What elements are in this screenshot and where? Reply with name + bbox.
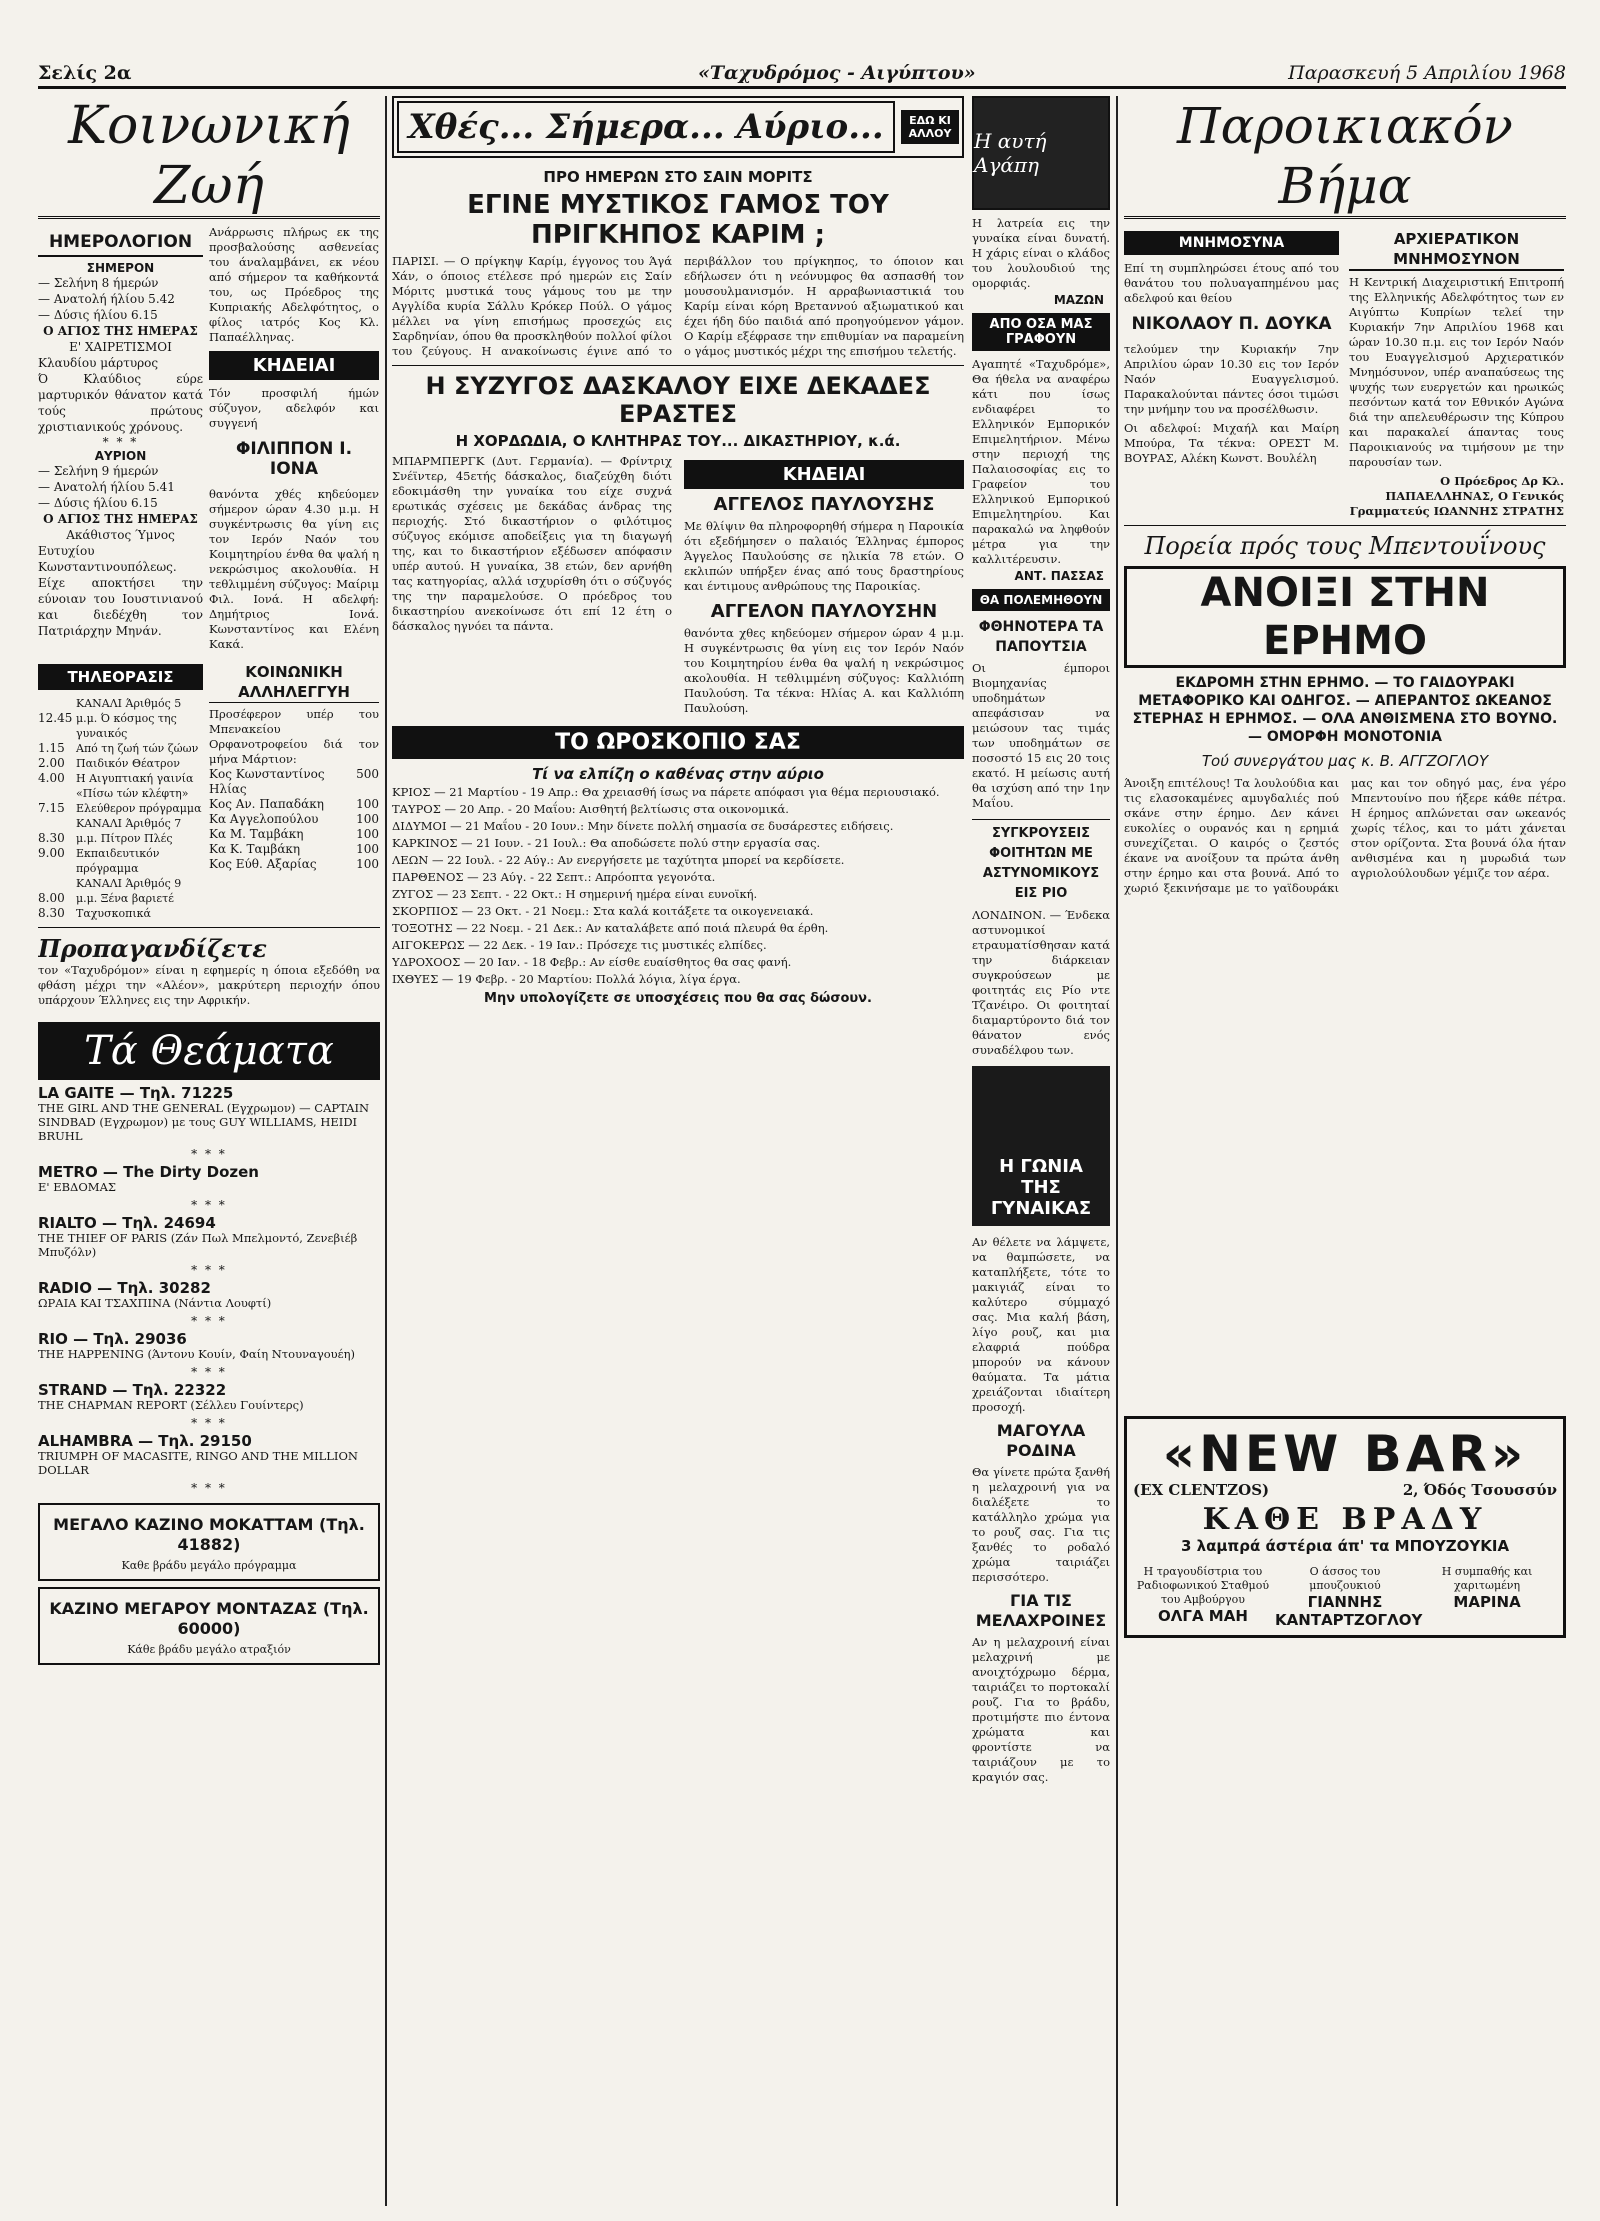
cinema-name: STRAND — Τηλ. 22322	[38, 1381, 227, 1399]
donation-amount: 100	[356, 827, 379, 841]
obituary-text: Με θλίψιν θα πληροφορηθή σήμερα η Παροικία ότι εξεδήμησεν ο παλαιός Έλληνας έμπορος Άγγελος Παυλούσης σε ηλικία 78 ετών. Ο εκλιπών υπήρξεν ένας από τους δραστηρίους και έντιμους ανθρώπους της Παροικίας.	[684, 519, 964, 593]
calendar-line: — Σελήνη 9 ήμερών	[38, 464, 159, 478]
yesterday-today-tomorrow-header: Χθές... Σήμερα... Αύριο...	[397, 101, 895, 153]
deceased-name: ΑΓΓΕΛΟΣ ΠΑΥΛΟΥΣΗΣ	[713, 494, 935, 515]
cinema-film: ΩΡΑΙΑ ΚΑΙ ΤΣΑΧΠΙΝΑ (Νάντια Λουφτί)	[38, 1296, 272, 1310]
new-bar-title: «NEW BAR»	[1162, 1425, 1528, 1483]
main-headline: ΕΓΙΝΕ ΜΥΣΤΙΚΟΣ ΓΑΜΟΣ ΤΟΥ ΠΡΙΓΚΗΠΟΣ ΚΑΡΙΜ ;	[467, 190, 889, 250]
second-subheadline: Η ΧΟΡΔΩΔΙΑ, Ο ΚΛΗΤΗΡΑΣ ΤΟΥ... ΔΙΚΑΣΤΗΡΙΟΥ, κ.ά.	[455, 432, 901, 450]
horoscope-sign: ΛΕΩΝ — 22 Ιουλ. - 22 Αύγ.: Αν ενεργήσετε με ταχύτητα μπορεί να κερδίσετε.	[392, 853, 845, 867]
solidarity-title: ΚΟΙΝΩΝΙΚΗ ΑΛΛΗΛΕΓΓΥΗ	[209, 662, 379, 703]
letters-banner: ΑΠΟ ΟΣΑ ΜΑΣ ΓΡΑΦΟΥΝ	[972, 313, 1110, 351]
separator: * * *	[191, 1147, 227, 1161]
news-column	[392, 96, 964, 2206]
tv-list	[38, 696, 203, 921]
deceased-name: ΦΙΛΙΠΠΟΝ Ι. ΙΟΝΑ	[235, 439, 353, 479]
article-author: Τού συνεργάτου μας κ. Β. ΑΓΓΖΟΓΛΟΥ	[1201, 752, 1489, 770]
deceased-name: ΑΓΓΕΛΟΝ ΠΑΥΛΟΥΣΗΝ	[710, 601, 938, 622]
tv-program-row	[38, 906, 203, 921]
cinema-film: TRIUMPH OF MACASITE, RINGO AND THE MILLION DOLLAR	[38, 1449, 358, 1477]
horoscope-banner: ΤΟ ΩΡΟΣΚΟΠΙΟ ΣΑΣ	[392, 726, 964, 759]
performer	[1275, 1565, 1423, 1629]
performer-name: ΓΙΑΝΝΗΣ ΚΑΝΤΑΡΤΖΟΓΛΟΥ	[1275, 1593, 1423, 1629]
calendar-line: Ε' ΧΑΙΡΕΤΙΣΜΟΙ	[69, 340, 172, 354]
page-number: Σελίς 2α	[38, 62, 132, 84]
tv-program-row	[38, 711, 203, 741]
donation-amount: 100	[356, 812, 379, 826]
column-divider	[385, 96, 387, 2206]
tv-time	[38, 876, 76, 891]
archieratic-memorial-signatures: Ο Πρόεδρος Δρ Κλ. ΠΑΠΑΕΛΛΗΝΑΣ, Ο Γενικός Γραμματεύς ΙΩΑΝΝΗΣ ΣΤΡΑΤΗΣ	[1349, 474, 1564, 518]
fight-banner: ΘΑ ΠΟΛΕΜΗΘΟΥΝ	[972, 589, 1110, 611]
television-listings	[38, 658, 203, 921]
donor-name: Κα Μ. Ταμβάκη	[209, 827, 304, 841]
donation-amount: 100	[356, 842, 379, 856]
brunettes-text: Αν η μελαχροινή είναι μελαχρινή με ανοιχτόχρωμο δέρμα, ταιριάζει το πορτοκαλί ρουζ. Για το βράδυ, προτιμήστε πιο έντονα χρώματα και φροντίστε να ταιριάζουν με το κραγιόν σας.	[972, 1635, 1110, 1784]
tv-program-row	[38, 876, 203, 891]
cinema-film: THE CHAPMAN REPORT (Σέλλευ Γουίντερς)	[38, 1398, 304, 1412]
article-body: Άνοιξη επιτέλους! Τα λουλούδια και τις ελασοκαμένες αμυγδαλιές πού σκάνε στην έρημο. Δεν κάνει ευκολίες ο ουρανός και η ερημιά συνεχίζεται. Ο καιρός ο ζεστός έκανε να ανοίξουν τα πρώτα άνθη στην έρημο και στα βουνά. Από το χωριό ξεκινήσαμε με το γαϊδουράκι μας και τον οδηγό μας, ένα γέρο Μπεντουίνο που ήξερε κάθε πέτρα. Η έρημος απλώνεται σαν ωκεανός χωρίς τέλος, και το μάτι χάνεται στον ορίζοντα. Στα βουνά όλα ήταν ανθισμένα και η μυρωδιά των αγριολούλουδων γέμιζε τον αέρα.	[1124, 776, 1566, 895]
article-headline: ΑΝΟΙΞΙ ΣΤΗΝ ΕΡΗΜΟ	[1124, 566, 1566, 668]
tv-show: μ.μ. Ξένα βαριετέ	[76, 892, 174, 905]
calendar-line: Ακάθιστος Ύμνος	[66, 528, 175, 542]
tv-program-row	[38, 816, 203, 831]
donation-amount: 500	[356, 767, 379, 781]
cinema-entry	[38, 1434, 380, 1477]
calendar-line: — Ανατολή ήλίου 5.41	[38, 480, 175, 494]
donation-row	[209, 767, 379, 797]
calendar-line: Ό Κλαύδιος εύρε μαρτυρικόν θάνατον κατά τούς πρώτους χριστιανικούς χρόνους.	[38, 372, 203, 434]
tv-show: ΚΑΝΑΛΙ Άριθμός 9	[76, 877, 182, 890]
separator: * * *	[191, 1365, 227, 1379]
tv-time: 8.00	[38, 891, 65, 905]
separator: * * *	[191, 1416, 227, 1430]
funerals-banner: ΚΗΔΕΙΑΙ	[209, 351, 379, 380]
cinema-name: ALHAMBRA — Τηλ. 29150	[38, 1432, 252, 1450]
tv-show: ΚΑΝΑΛΙ Άριθμός 7	[76, 817, 182, 830]
issue-date: Παρασκευή 5 Απριλίου 1968	[1288, 62, 1566, 84]
separator: * * *	[191, 1481, 227, 1495]
students-headline: ΣΥΓΚΡΟΥΣΕΙΣ ΦΟΙΤΗΤΩΝ ΜΕ ΑΣΤΥΝΟΜΙΚΟΥΣ ΕΙΣ ΡΙΟ	[972, 819, 1110, 904]
bar-performers	[1133, 1565, 1557, 1629]
donation-row	[209, 827, 379, 842]
kicker: ΠΡΟ ΗΜΕΡΩΝ ΣΤΟ ΣΑΙΝ ΜΟΡΙΤΣ	[543, 168, 813, 186]
cinema-film: THE HAPPENING (Άντονυ Κουίν, Φαίη Ντουναγουέη)	[38, 1347, 355, 1361]
calendar-line: — Ανατολή ήλίου 5.42	[38, 292, 175, 306]
cinema-entry	[38, 1086, 380, 1143]
horoscope-sign: ΖΥΓΟΣ — 23 Σεπτ. - 22 Οκτ.: Η σημερινή ημέρα είναι ευνοϊκή.	[392, 887, 758, 901]
column-divider	[1116, 96, 1118, 2206]
calendar-line: Ο ΑΓΙΟΣ ΤΗΣ ΗΜΕΡΑΣ	[43, 512, 198, 526]
archieratic-memorial-text: Η Κεντρική Διαχειριστική Επιτροπή της Ελληνικής Αδελφότητος των εν Αιγύπτω Κυπρίων τελεί την Κυριακήν 7ην Απριλίου 1968 και ώραν 10.30 π.μ. εις τον Ιερόν Ναόν του Ευαγγελισμού Αρχιερατικόν Μνημόσυνον, υπέρ αναπαύσεως της ψυχής των ευεργετών και ηρωικώς πεσόντων κατά τον Εθνικόν Αγώνα διά την απελευθέρωσιν της Κύπρου και παρακαλεί άπαντας τους Παροικιανούς να τιμήσουν με την παρουσίαν των.	[1349, 275, 1564, 469]
calendar-line: Ο ΑΓΙΟΣ ΤΗΣ ΗΜΕΡΑΣ	[43, 324, 198, 338]
signature: ΑΝΤ. ΠΑΣΣΑΣ	[1014, 569, 1104, 583]
casino-title: ΜΕΓΑΛΟ ΚΑΖΙΝΟ ΜΟΚΑΤΤΑΜ (Τηλ. 41882)	[53, 1515, 365, 1554]
tv-program-row	[38, 771, 203, 801]
separator: * * *	[191, 1314, 227, 1328]
memorial-name: ΝΙΚΟΛΑΟΥ Π. ΔΟΥΚΑ	[1131, 314, 1332, 334]
section-title: Παροικιακόν Βήμα	[1124, 96, 1566, 219]
tomorrow-label: ΑΥΡΙΟΝ	[94, 449, 147, 463]
students-text: ΛΟΝΔΙΝΟΝ. — Ένδεκα αστυνομικοί ετραυματίσθησαν κατά την διάρκειαν συγκρούσεων με φοιτητάς εις Ρίο ντε Τζανέιρο. Οι φοιτηταί διαμαρτύροντο διά τον θάνατον ενός συναδέλφου των.	[972, 908, 1110, 1057]
new-bar-ad	[1124, 1416, 1566, 1638]
performer	[1417, 1565, 1557, 1629]
cinema-name: RIALTO — Τηλ. 24694	[38, 1214, 216, 1232]
second-headline: Η ΣΥΖΥΓΟΣ ΔΑΣΚΑΛΟΥ ΕΙΧΕ ΔΕΚΑΔΕΣ ΕΡΑΣΤΕΣ	[425, 372, 931, 428]
cartoon-illustration: Η αυτή Αγάπη	[972, 96, 1110, 210]
funeral-text: θανόντα χθες κηδεύομεν σήμερον ώραν 4 μ.μ. Η συγκέντρωσις θα γίνη εις τον Ιερόν Ναόν του Κοιμητηρίου ένθα θα ψαλή η νεκρώσιμος ακολουθία. Η τεθλιμμένη σύζυγος: Καλλιόπη Παυλούση. Τα τέκνα: Ηλίας Α. και Καλλιόπη Παυλούση.	[684, 626, 964, 715]
new-bar-former-name: (EX CLENTZOS)	[1133, 1481, 1270, 1499]
article-subheadings: ΕΚΔΡΟΜΗ ΣΤΗΝ ΕΡΗΜΟ. — ΤΟ ΓΑΙΔΟΥΡΑΚΙ ΜΕΤΑΦΟΡΙΚΟ ΚΑΙ ΟΔΗΓΟΣ. — ΑΠΕΡΑΝΤΟΣ ΩΚΕΑΝΟΣ ΣΤΕΡΗΑΣ Η ΕΡΗΜΟΣ. — ΟΛΑ ΑΝΘΙΣΜΕΝΑ ΣΤΟ ΒΟΥΝΟ. — ΟΜΟΡΦΗ ΜΟΝΟΤΟΝΙΑ	[1132, 675, 1558, 745]
cinema-name: METRO — The Dirty Dozen	[38, 1163, 259, 1181]
horoscope-sign: ΣΚΟΡΠΙΟΣ — 23 Οκτ. - 21 Νοεμ.: Στα καλά κοιτάξετε τα οικογενειακά.	[392, 904, 814, 918]
memorial-signatories: Οι αδελφοί: Μιχαήλ και Μαίρη Μπούρα, Τα τέκνα: ΟΡΕΣΤ Μ. ΒΟΥΡΑΣ, Αλέκη Κωνστ. Βουλέλη	[1124, 421, 1339, 465]
new-bar-every-night: ΚΑΘΕ ΒΡΑΔΥ	[1202, 1502, 1488, 1537]
womens-corner-box: Η ΓΩΝΙΑ ΤΗΣ ΓΥΝΑΙΚΑΣ	[972, 1066, 1110, 1226]
cinema-name: RADIO — Τηλ. 30282	[38, 1279, 211, 1297]
cinema-listings	[38, 1086, 380, 1495]
tv-time	[38, 816, 76, 831]
tv-show: μ.μ. Ό κόσμος της γυναικός	[76, 712, 177, 740]
promo-text: τον «Ταχυδρόμον» είναι η εφημερίς η όποια εξεδόθη να φθάση μέχρι την «Αλέον», μακρύτερη περιοχήν όπου υπάρχουν Έλληνες εις την Αφρικήν.	[38, 963, 380, 1007]
tv-time: 9.00	[38, 846, 65, 860]
separator: * * *	[191, 1198, 227, 1212]
cinema-name: RIO — Τηλ. 29036	[38, 1330, 187, 1348]
rosy-cheeks-text: Θα γίνετε πρώτα ξανθή η μελαχροινή για να διαλέξετε το κατάλληλο χρώμα για το ρουζ σας. Για τις ξανθές το ροδαλό χρώμα ταιριάζει περισσότερο.	[972, 1465, 1110, 1584]
right-subcolumn	[209, 225, 379, 652]
womens-intro: Αν θέλετε να λάμψετε, να θαμπώσετε, να καταπλήξετε, τότε το μακιγιάζ είναι το καλύτερο σύμμαχό σας. Μια καλή βάση, λίγο ρουζ, και μια ελαφριά πούδρα μπορούν να κάνουν θαύματα. Τα μάτια χρειάζονται ιδιαίτερη προσοχή.	[972, 1235, 1110, 1414]
donor-name: Κος Αν. Παπαδάκη	[209, 797, 324, 811]
solidarity-text: Προσέφερον υπέρ του Μπενακείου Ορφανοτροφείου διά τον μήνα Μάρτιον:	[209, 707, 379, 766]
tv-show: Εκπαιδευτικόν πρόγραμμα	[76, 847, 160, 875]
cinema-entry	[38, 1165, 380, 1194]
cinema-name: LA GAITE — Τηλ. 71225	[38, 1084, 234, 1102]
calendar-line: — Δύσις ήλίου 6.15	[38, 308, 158, 322]
cinema-film: THE GIRL AND THE GENERAL (Εγχρωμον) — CAPTAIN SINDBAD (Εγχρωμον) με τους GUY WILLIAMS, HEIDI BRUHL	[38, 1101, 370, 1143]
tv-time	[38, 696, 76, 711]
memorials-banner: ΜΝΗΜΟΣΥΝΑ	[1124, 231, 1339, 255]
calendar-line: Ευτυχίου Κωνσταντινουπόλεως.	[38, 544, 177, 574]
tv-time: 2.00	[38, 756, 65, 770]
tv-show: Από τη ζωή τών ζώων	[76, 742, 199, 755]
masthead	[38, 62, 1566, 89]
tv-program-row	[38, 801, 203, 816]
calendar-line: Κλαυδίου μάρτυρος	[38, 356, 159, 370]
tv-program-row	[38, 891, 203, 906]
performer-role: Ο άσσος του μπουζουκιού	[1309, 1565, 1381, 1592]
separator: * * *	[191, 1263, 227, 1277]
tv-show: Παιδικόν Θέατρον	[76, 757, 180, 770]
horoscope-subtitle: Τί να ελπίζη ο καθένας στην αύριο	[532, 765, 824, 783]
performer	[1133, 1565, 1273, 1629]
donor-name: Κα Κ. Ταμβάκη	[209, 842, 301, 856]
horoscope-footer: Μην υπολογίζετε σε υποσχέσεις που θα σας δώσουν.	[484, 991, 872, 1006]
casino-text: Κάθε βράδυ μεγάλο ατραξιόν	[127, 1643, 291, 1656]
performer-name: ΜΑΡΙΝΑ	[1453, 1593, 1521, 1611]
tomorrow-lines	[38, 463, 203, 639]
letters-text: Αγαπητέ «Ταχυδρόμε», Θα ήθελα να αναφέρω κάτι που ίσως ενδιαφέρει το Ελληνικόν Εμπορικόν Επιμελητήριον. Μένω στην περιοχή της Παλαιοσοφίας εις το Γραφείον του Ελληνικού Εμπορικού Επιμελητηρίου. Και παρακαλώ να ληφθούν μέτρα για την καλλιτέρευσιν.	[972, 357, 1110, 566]
memorial-intro: Επί τη συμπληρώσει έτους από του θανάτου του πολυαγαπημένου μας αδελφού και θείου	[1124, 261, 1339, 305]
tv-time: 7.15	[38, 801, 65, 815]
tv-time: 4.00	[38, 771, 65, 785]
today-lines	[38, 275, 203, 435]
here-and-there-box: ΕΔΩ ΚΙ ΑΛΛΟΥ	[901, 110, 959, 144]
womens-article	[972, 1235, 1110, 2205]
tv-show: μ.μ. Πίτρον Πλές	[76, 832, 173, 845]
donation-row	[209, 797, 379, 812]
tv-banner: ΤΗΛΕΟΡΑΣΙΣ	[38, 664, 203, 690]
funeral-intro: Τόν προσφιλή ήμών σύζυγον, αδελφόν και συγγενή	[209, 386, 379, 430]
archieratic-memorial-title: ΑΡΧΙΕΡΑΤΙΚΟΝ ΜΝΗΜΟΣΥΝΟΝ	[1349, 229, 1564, 271]
shoes-headline: ΦΘΗΝΟΤΕΡΑ ΤΑ ΠΑΠΟΥΤΣΙΑ	[978, 619, 1104, 655]
horoscope-sign: ΔΙΔΥΜΟΙ — 21 Μαΐου - 20 Ιουν.: Μην δίνετε πολλή σημασία σε δυσάρεστες ειδήσεις.	[392, 819, 894, 833]
community-column	[1124, 96, 1566, 2206]
today-label: ΣΗΜΕΡΟΝ	[86, 261, 155, 275]
calendar-line: — Δύσις ήλίου 6.15	[38, 496, 158, 510]
horoscope-sign: ΤΟΞΟΤΗΣ — 22 Νοεμ. - 21 Δεκ.: Αν καταλάβετε από ποιά πλευρά θα έρθη.	[392, 921, 829, 935]
donation-row	[209, 812, 379, 827]
social-life-column	[38, 96, 380, 2206]
cinema-entry	[38, 1281, 380, 1310]
shoes-text: Οι έμποροι Βιομηχανίας υποδημάτων απεφάσισαν να μειώσουν τας τιμάς των υποδημάτων σε ποσοστό 15 εις 20 τοις εκατό. Η μείωσις αυτή θα ισχύση από την 1ην Μαΐου.	[972, 661, 1110, 810]
donation-row	[209, 857, 379, 872]
new-bar-address: 2, Όδός Τσουσσύν	[1402, 1481, 1557, 1499]
horoscope-sign: ΚΑΡΚΙΝΟΣ — 21 Ιουν. - 21 Ιουλ.: Θα αποδώσετε πολύ στην εργασία σας.	[392, 836, 821, 850]
performer-name: ΟΛΓΑ ΜΑΗ	[1158, 1607, 1248, 1625]
aphorisms: Η λατρεία εις την γυναίκα είναι δυνατή. Η χάρις είναι ο κλάδος του λουλουδιού της ομορφιάς.	[972, 216, 1110, 290]
side-column	[972, 96, 1110, 1226]
cinema-entry	[38, 1216, 380, 1259]
memorial-text: τελούμεν την Κυριακήν 7ην Απριλίου ώραν 10.30 εις τον Ιερόν Ναόν Ευαγγελισμού. Παρακαλούνται πάντες όσοι τιμώσι την μνήμην του να προσέλθωσιν.	[1124, 342, 1339, 416]
horoscope-sign: ΙΧΘΥΕΣ — 19 Φεβρ. - 20 Μαρτίου: Πολλά λόγια, λίγα έργα.	[392, 972, 741, 986]
horoscope-list	[392, 785, 964, 987]
separator: * * *	[102, 435, 139, 449]
brunettes-heading: ΓΙΑ ΤΙΣ ΜΕΛΑΧΡΟΙΝΕΣ	[975, 1591, 1107, 1630]
donation-row	[209, 842, 379, 857]
funerals-banner: ΚΗΔΕΙΑΙ	[684, 460, 964, 489]
tv-show: Ταχυσκοπικά	[76, 907, 151, 920]
cinema-film: THE THIEF OF PARIS (Ζάν Πωλ Μπελμοντό, Ζενεβιέβ Μπυζόλν)	[38, 1231, 358, 1259]
donor-name: Κα Αγγελοπούλου	[209, 812, 319, 826]
tv-time: 8.30	[38, 906, 65, 920]
main-story: ΠΑΡΙΣΙ. — Ο πρίγκηψ Καρίμ, έγγονος του Άγά Χάν, ο όποιος ετέλεσε πρό ημερών εις Σαίν Μόριτς μυστικά τους γάμους του με την Αγγλίδα κυρία Σάλλυ Κρόκερ Πούλ. Ο γάμος μέλλει να γίνη επισήμως προσεχώς εις Σαρδηνίαν, όπου θα προσκληθούν πολλοί φίλοι του ζεύγους. Η ανακοίνωσις έγινε από το περιβάλλον του πρίγκηπος, το όποιον και εδήλωσεν ότι η νεόνυμφος θα ασπασθή τον μουσουλμανισμόν. Η αρραβωνιαστικιά του Καρίμ είναι κόρη Βρεταννού αξιωματικού και έχει ήδη δύο παιδιά από προηγούμενον γάμον. Ο Καρίμ εξέφρασε την επιθυμίαν να παραμείνη ο γάμος μυστικός μέχρι της επισήμου τελετής.	[392, 254, 964, 358]
second-story: ΜΠΑΡΜΠΕΡΓΚ (Δυτ. Γερμανία). — Φρίντριχ Σνέϊντερ, 45ετής δάσκαλος, διαζεύχθη διότι εδοκιμάσθη την γυναίκα του είχε συχνά ερωτικάς σχέσεις με δεκάδας άνδρας της περιοχής. Στό δικαστήριον ο φιλότιμος σύζυγος εκόμισε αποδείξεις για τη διαγωγή της, και το δικαστήριον εξέδωσεν απόφασιν υπέρ αυτού. Η γυναίκα, 38 ετών, δεν αρνήθη τας κατηγορίας, αλλά ισχυρίσθη ότι ο σύζυγός της την παραμελούσε. Ο πρόεδρος του δικαστηρίου ανεκοίνωσε ότι επί 12 έτη ο δάσκαλος ηγνόει τα πάντα.	[392, 454, 672, 633]
cinema-entry	[38, 1383, 380, 1412]
horoscope-sign: ΑΙΓΟΚΕΡΩΣ — 22 Δεκ. - 19 Ιαν.: Πρόσεχε τις μυστικές ελπίδες.	[392, 938, 767, 952]
donor-name: Κος Κωνσταντίνος Ηλίας	[209, 767, 325, 796]
cinema-entry	[38, 1332, 380, 1361]
donations-list	[209, 767, 379, 872]
calendar-heading: ΗΜΕΡΟΛΟΓΙΟΝ	[38, 229, 203, 257]
announcement: Ανάρρωσις πλήρως εκ της προσβαλούσης ασθενείας του άναλαμβάνει, εκ νέου από σήμερον τα καθήκοντά του, ως Πρόεδρος της Κυπριακής Αδελφότητος, ο φίλος ιατρός Κος Κλ. Παπαέλληνας.	[209, 225, 379, 344]
newspaper-name: «Ταχυδρόμος - Αιγύπτου»	[698, 62, 976, 84]
article-kicker: Πορεία πρός τους Μπεντουΐνους	[1144, 532, 1546, 560]
horoscope-sign: ΚΡΙΟΣ — 21 Μαρτίου - 19 Απρ.: Θα χρειασθή ίσως να πάρετε απόφασι για θέμα περιουσιακό.	[392, 785, 940, 799]
calendar-line: — Σελήνη 8 ήμερών	[38, 276, 159, 290]
promo-title: Προπαγανδίζετε	[38, 934, 267, 963]
rosy-cheeks-heading: ΜΑΓΟΥΛΑ ΡΟΔΙΝΑ	[996, 1421, 1086, 1460]
signature: ΜΑΖΩΝ	[1053, 293, 1104, 307]
new-bar-subtitle: 3 λαμπρά άστέρια άπ' τα ΜΠΟΥΖΟΥΚΙΑ	[1180, 1537, 1510, 1555]
casino-title: ΚΑΖΙΝΟ ΜΕΓΑΡΟΥ ΜΟΝΤΑΖΑΣ (Τηλ. 60000)	[49, 1599, 369, 1638]
donation-amount: 100	[356, 857, 379, 871]
tv-show: Η Αιγυπτιακή γαινία «Πίσω τών κλέφτη»	[76, 772, 194, 800]
tv-time: 12.45	[38, 711, 73, 725]
tv-time: 8.30	[38, 831, 65, 845]
tv-program-row	[38, 696, 203, 711]
tv-show: ΚΑΝΑΛΙ Άριθμός 5	[76, 697, 182, 710]
casino-text: Καθε βράδυ μεγάλο πρόγραμμα	[121, 1559, 297, 1572]
tv-program-row	[38, 741, 203, 756]
horoscope-sign: ΤΑΥΡΟΣ — 20 Απρ. - 20 Μαΐου: Αισθητή βελτίωσις στα οικονομικά.	[392, 802, 789, 816]
casino-mokattam-ad	[38, 1503, 380, 1581]
donor-name: Κος Εύθ. Αξαρίας	[209, 857, 317, 871]
calendar-line: Είχε αποκτήσει την εύνοιαν του Ιουστινιανού και διεδέχθη τον Πατριάρχην Μηνάν.	[38, 576, 203, 638]
donation-amount: 100	[356, 797, 379, 811]
tv-program-row	[38, 846, 203, 876]
horoscope-sign: ΥΔΡΟΧΟΟΣ — 20 Ιαν. - 18 Φεβρ.: Αν είσθε ευαίσθητος θα σας φανή.	[392, 955, 792, 969]
tv-show: Ελεύθερον πρόγραμμα	[76, 802, 202, 815]
theatres-banner: Τά Θεάματα	[38, 1022, 380, 1080]
horoscope-sign: ΠΑΡΘΕΝΟΣ — 23 Αύγ. - 22 Σεπτ.: Απρόοπτα γεγονότα.	[392, 870, 716, 884]
section-title: Κοινωνική Ζωή	[38, 96, 380, 219]
performer-role: Η τραγουδίστρια του Ραδιοφωνικού Σταθμού του Αμβούργου	[1136, 1565, 1270, 1606]
cinema-film: Ε' ΕΒΔΟΜΑΣ	[38, 1180, 117, 1194]
funeral-text: θανόντα χθές κηδεύομεν σήμερον ώραν 4.30 μ.μ. Η συγκέντρωσις θα γίνη εις τον Ιερόν Ναόν του Κοιμητηρίου ένθα θα ψαλή η νεκρώσιμος ακολουθία. Η τεθλιμμένη σύζυγος: Μαίριμ Φιλ. Ιονά. Η αδελφή: Δημήτριος Ιονά. Κωνσταντίνος και Ελένη Κακά.	[209, 487, 379, 651]
tv-program-row	[38, 756, 203, 771]
calendar	[38, 225, 203, 652]
performer-role: Η συμπαθής και χαριτωμένη	[1441, 1565, 1533, 1592]
solidarity-box	[209, 658, 379, 921]
tv-program-row	[38, 831, 203, 846]
tv-time: 1.15	[38, 741, 65, 755]
casino-montaza-ad	[38, 1587, 380, 1665]
